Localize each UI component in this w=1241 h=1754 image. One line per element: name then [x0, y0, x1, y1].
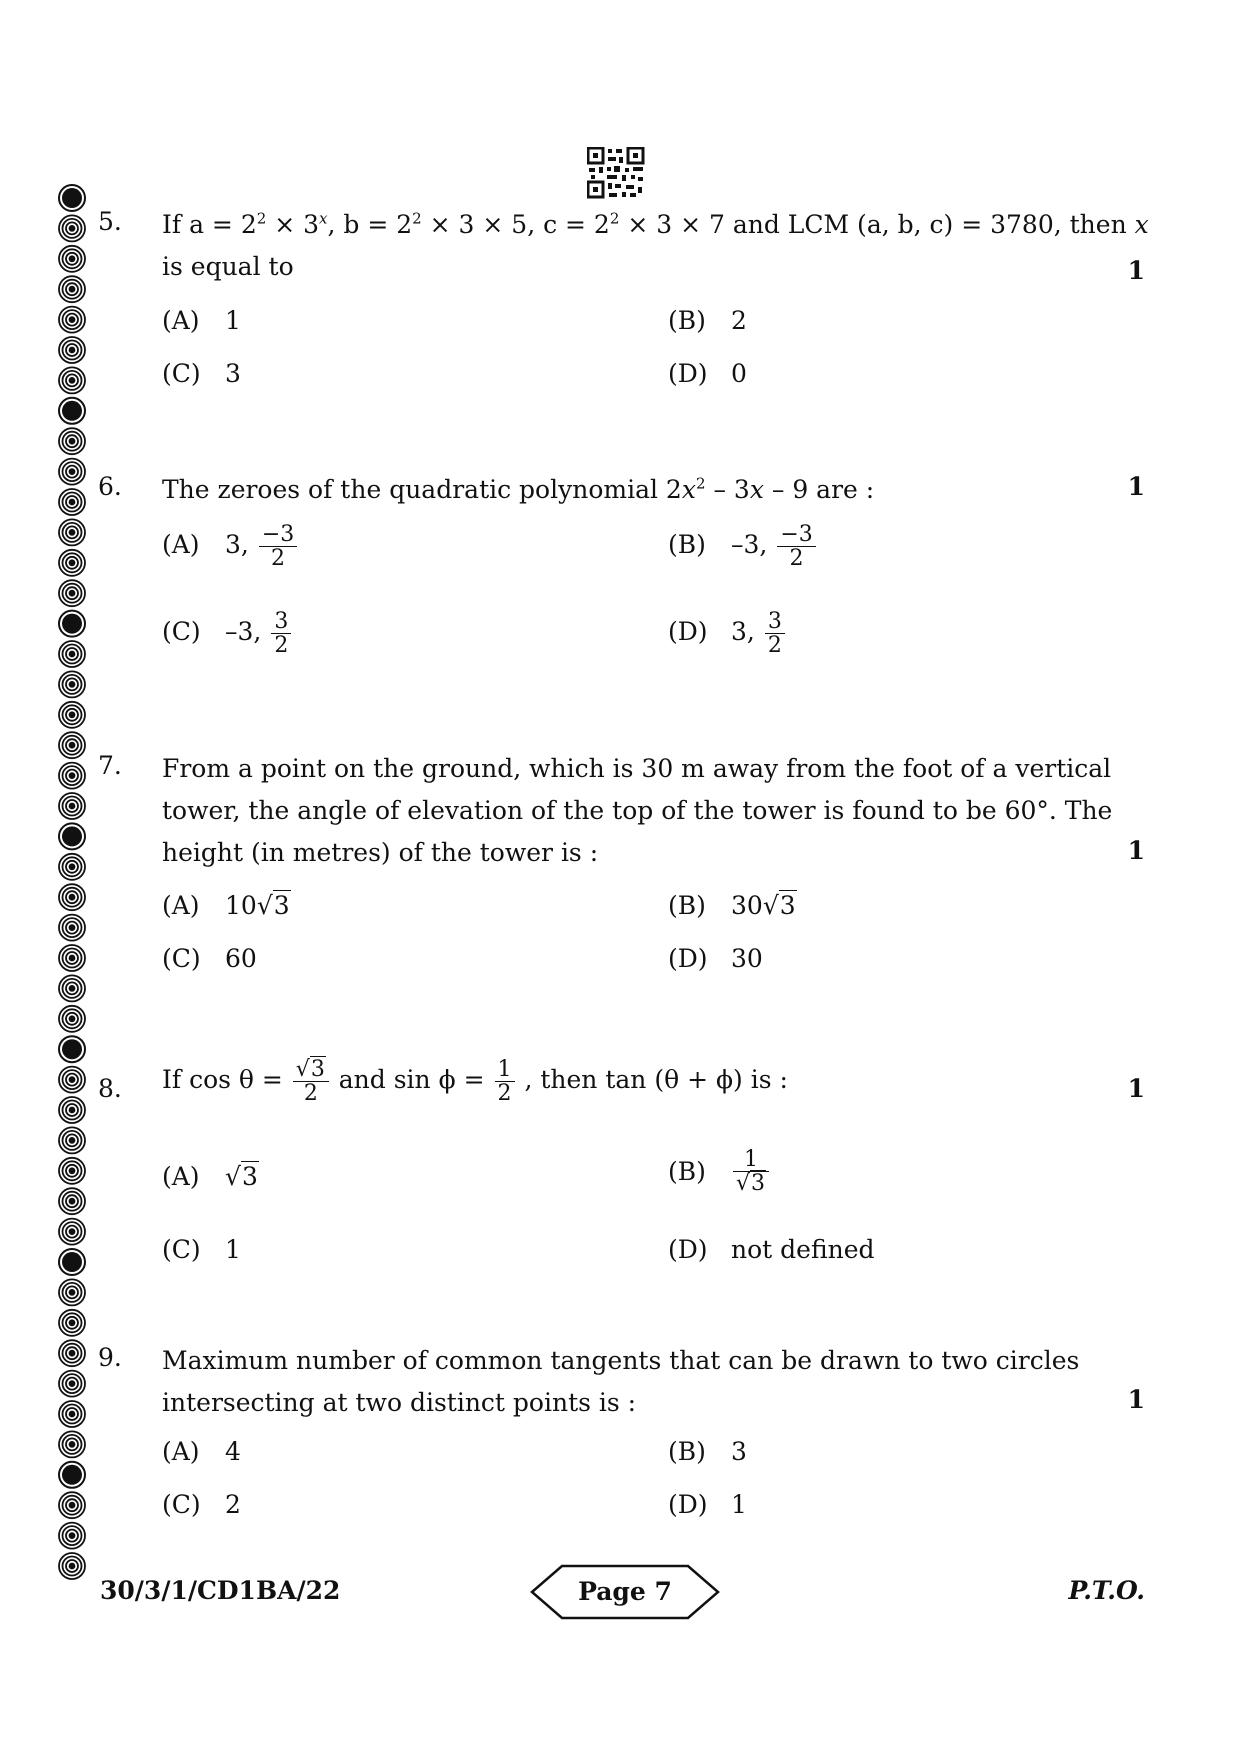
marks: 1	[1127, 256, 1145, 285]
concentric-circle-icon	[59, 459, 85, 485]
concentric-circle-icon	[59, 1492, 85, 1518]
question-text-line-2: tower, the angle of elevation of the top of the tower is found to be 60°. The	[162, 796, 1113, 825]
concentric-circle-icon	[59, 763, 85, 789]
option-c[interactable]: (C) 3	[162, 359, 241, 388]
concentric-circle-icon	[59, 1127, 85, 1153]
qr-code-icon	[587, 147, 645, 199]
concentric-circle-icon	[59, 1401, 85, 1427]
solid-dot-icon	[59, 611, 85, 637]
marks: 1	[1127, 1074, 1145, 1103]
question-text-line-2: intersecting at two distinct points is :	[162, 1388, 637, 1417]
option-b[interactable]: (B) 2	[668, 306, 747, 335]
question-text: The zeroes of the quadratic polynomial $2x^2 - 3x - 9$ are :	[162, 474, 875, 504]
concentric-circle-icon	[59, 671, 85, 697]
concentric-circle-icon	[59, 732, 85, 758]
option-d[interactable]: (D) 1	[668, 1490, 747, 1519]
question-number: 7.	[98, 751, 122, 780]
concentric-circle-icon	[59, 1371, 85, 1397]
question-number: 9.	[98, 1343, 122, 1372]
solid-dot-icon	[59, 398, 85, 424]
option-b[interactable]: (B) $\frac{1}{√3}$	[668, 1148, 771, 1195]
concentric-circle-icon	[59, 975, 85, 1001]
page-number-badge	[530, 1564, 720, 1620]
concentric-circle-icon	[59, 884, 85, 910]
concentric-circle-icon	[59, 1158, 85, 1184]
concentric-circle-icon	[59, 276, 85, 302]
concentric-circle-icon	[59, 337, 85, 363]
concentric-circle-icon	[59, 1219, 85, 1245]
concentric-circle-icon	[59, 550, 85, 576]
concentric-circle-icon	[59, 489, 85, 515]
concentric-circle-icon	[59, 1097, 85, 1123]
concentric-circle-icon	[59, 1431, 85, 1457]
option-d[interactable]: (D) 30	[668, 944, 763, 973]
concentric-circle-icon	[59, 854, 85, 880]
concentric-circle-icon	[59, 1340, 85, 1366]
concentric-circle-icon	[59, 215, 85, 241]
concentric-circle-icon	[59, 1310, 85, 1336]
question-text-line-1: If $a = 2^2 \times 3^x$, $b = 2^2 \times 3 \times 5$, $c = 2^2 \times 3 \times 7$ and LCM (a, b, c) = 3780, then x	[162, 209, 1149, 239]
concentric-circle-icon	[59, 580, 85, 606]
option-c[interactable]: (C) 1	[162, 1235, 241, 1264]
concentric-circle-icon	[59, 1279, 85, 1305]
option-a[interactable]: (A) 10√3	[162, 891, 290, 920]
solid-dot-icon	[59, 1036, 85, 1062]
question-text: If cos θ = $\frac{√3}{2}$ and sin ϕ = $\frac{1}{2}$ , then tan (θ + ϕ) is :	[162, 1056, 788, 1106]
margin-circle-pattern	[57, 184, 87, 1604]
solid-dot-icon	[59, 185, 85, 211]
concentric-circle-icon	[59, 1067, 85, 1093]
question-number: 5.	[98, 207, 122, 236]
marks: 1	[1127, 472, 1145, 501]
concentric-circle-icon	[59, 702, 85, 728]
option-d[interactable]: (D) not defined	[668, 1235, 875, 1264]
option-b[interactable]: (B) –3, $\frac{-3}{2}$	[668, 523, 818, 570]
question-number: 8.	[98, 1074, 122, 1103]
option-c[interactable]: (C) –3, $\frac{3}{2}$	[162, 610, 293, 657]
concentric-circle-icon	[59, 793, 85, 819]
question-text-line-3: height (in metres) of the tower is :	[162, 838, 599, 867]
question-text-line-1: From a point on the ground, which is 30 m away from the foot of a vertical	[162, 754, 1112, 783]
page-label: Page 7	[578, 1577, 672, 1606]
option-b[interactable]: (B) 3	[668, 1437, 747, 1466]
option-a[interactable]: (A) 1	[162, 306, 241, 335]
option-c[interactable]: (C) 2	[162, 1490, 241, 1519]
question-text-line-2: is equal to	[162, 252, 294, 281]
concentric-circle-icon	[59, 519, 85, 545]
concentric-circle-icon	[59, 367, 85, 393]
paper-code: 30/3/1/CD1BA/22	[100, 1576, 341, 1605]
pto-label: P.T.O.	[1068, 1576, 1145, 1605]
marks: 1	[1127, 1385, 1145, 1414]
concentric-circle-icon	[59, 1553, 85, 1579]
option-a[interactable]: (A) 4	[162, 1437, 241, 1466]
option-d[interactable]: (D) 0	[668, 359, 747, 388]
option-a[interactable]: (A) √3	[162, 1162, 258, 1191]
solid-dot-icon	[59, 1249, 85, 1275]
concentric-circle-icon	[59, 428, 85, 454]
question-text	[162, 204, 1149, 288]
solid-dot-icon	[59, 823, 85, 849]
concentric-circle-icon	[59, 641, 85, 667]
concentric-circle-icon	[59, 945, 85, 971]
question-text	[162, 748, 1112, 874]
option-a[interactable]: (A) 3, $\frac{-3}{2}$	[162, 523, 299, 570]
question-text	[162, 1340, 1079, 1424]
concentric-circle-icon	[59, 1188, 85, 1214]
concentric-circle-icon	[59, 915, 85, 941]
question-number: 6.	[98, 472, 122, 501]
concentric-circle-icon	[59, 307, 85, 333]
concentric-circle-icon	[59, 1523, 85, 1549]
question-text-line-1: Maximum number of common tangents that can be drawn to two circles	[162, 1346, 1080, 1375]
concentric-circle-icon	[59, 1006, 85, 1032]
concentric-circle-icon	[59, 246, 85, 272]
solid-dot-icon	[59, 1462, 85, 1488]
option-c[interactable]: (C) 60	[162, 944, 257, 973]
marks: 1	[1127, 836, 1145, 865]
option-b[interactable]: (B) 30√3	[668, 891, 796, 920]
option-d[interactable]: (D) 3, $\frac{3}{2}$	[668, 610, 787, 657]
